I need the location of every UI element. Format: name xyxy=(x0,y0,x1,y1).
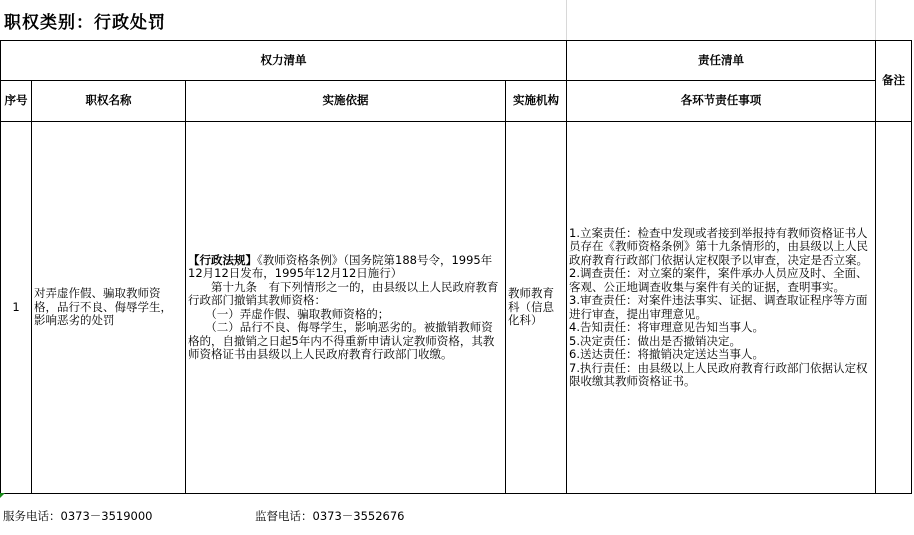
basis-line: 第十九条 有下列情形之一的，由县级以上人民政府教育行政部门撤销其教师资格： xyxy=(188,279,499,307)
table-row xyxy=(1,122,912,494)
title-row xyxy=(0,0,914,40)
header-responsibilities: 各环节责任事项 xyxy=(567,81,876,122)
header-agency: 实施机构 xyxy=(506,81,567,122)
supervision-phone: 监督电话：0373－3552676 xyxy=(255,509,405,523)
service-phone: 服务电话：0373－3519000 xyxy=(3,509,153,523)
cell-seq: 1 xyxy=(1,122,32,494)
power-list-table xyxy=(0,40,912,494)
basis-line: 《教师资格条例》（国务院第188号令，1995年12月12日发布，1995年12月12日施行） xyxy=(188,252,493,280)
responsibility-item: 6.送达责任：将撤销决定送达当事人。 xyxy=(569,347,764,361)
cell-marker xyxy=(0,493,5,498)
cell-power-name: 对弄虚作假、骗取教师资格，品行不良、侮辱学生，影响恶劣的处罚 xyxy=(32,122,186,494)
header-basis: 实施依据 xyxy=(186,81,506,122)
header-responsibility-list: 责任清单 xyxy=(567,41,876,81)
responsibility-item: 3.审查责任：对案件违法事实、证据、调查取证程序等方面进行审查，提出审理意见。 xyxy=(569,293,868,321)
basis-line: （一）弄虚作假、骗取教师资格的； xyxy=(188,306,390,321)
header-power-list: 权力清单 xyxy=(1,41,567,81)
cell-agency: 教师教育科（信息化科） xyxy=(506,122,567,494)
responsibility-item: 1.立案责任：检查中发现或者接到举报持有教师资格证书人员存在《教师资格条例》第十九条情形的，由县级以上人民政府教育行政部门依据认定权限予以审查，决定是否立案。 xyxy=(569,225,868,267)
responsibility-item: 7.执行责任：由县级以上人民政府教育行政部门依据认定权限收缴其教师资格证书。 xyxy=(569,360,868,388)
header-power-name: 职权名称 xyxy=(32,81,186,122)
basis-line: （二）品行不良、侮辱学生，影响恶劣的。被撤销教师资格的，自撤销之日起5年内不得重新申请认定教师资格，其教师资格证书由县级以上人民政府教育行政部门收缴。 xyxy=(188,320,495,361)
page-title: 职权类别：行政处罚 xyxy=(4,13,166,33)
footer xyxy=(0,505,914,527)
responsibility-item: 5.决定责任：做出是否撤销决定。 xyxy=(569,333,741,348)
cell-basis xyxy=(186,122,506,494)
header-remarks: 备注 xyxy=(876,41,912,122)
cell-remarks xyxy=(876,122,912,494)
basis-tag: 【行政法规】 xyxy=(188,252,257,267)
gridline xyxy=(566,0,567,40)
responsibility-item: 2.调查责任：对立案的案件，案件承办人员应及时、全面、客观、公正地调查收集与案件有关的证据，查明事实。 xyxy=(569,266,868,294)
header-seq: 序号 xyxy=(1,81,32,122)
cell-responsibilities xyxy=(567,122,876,494)
gridline xyxy=(875,0,876,40)
responsibility-item: 4.告知责任：将审理意见告知当事人。 xyxy=(569,320,764,334)
